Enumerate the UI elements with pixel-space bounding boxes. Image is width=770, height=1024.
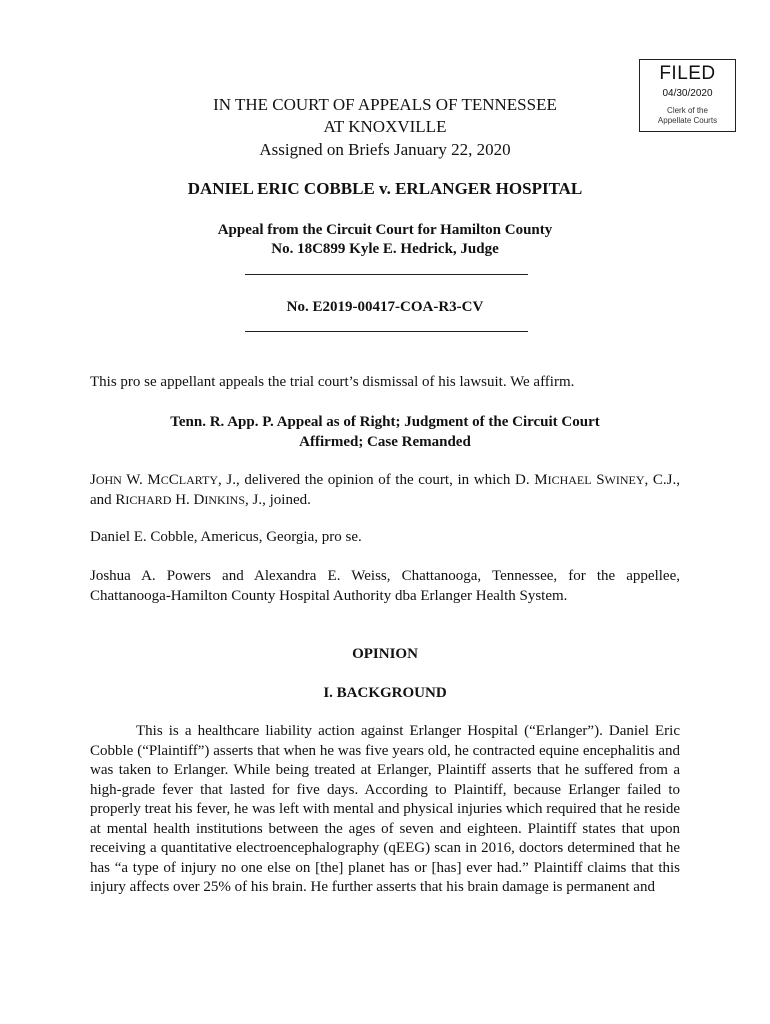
author-1-firstname-rest: OHN <box>95 473 122 487</box>
appellant-counsel: Daniel E. Cobble, Americus, Georgia, pro se. <box>90 529 362 545</box>
author-line <box>90 471 680 510</box>
author-2-surname-initial: S <box>596 472 605 488</box>
author-1-initial: J <box>90 472 96 488</box>
opinion-body: This is a healthcare liability action against Erlanger Hospital (“Erlanger”). Daniel Eric Cobble (“Plaintiff”) asserts that when he was five years old, he contracted equine encephalitis and was taken to Erlanger. While being treated at Erlanger, Plaintiff asserts that he suffered from a high-grade fever that lasted for five days. According to Plaintiff, because Erlanger failed to properly treat his fever, he was left with mental and physical injuries which required that he reside at mental health institutions between the ages of seven and eighteen. Plaintiff states that upon receiving a quantitative electroencephalography (qEEG) scan in 2016, doctors determined that he has “a type of injury no one else on [the] planet has or [has] ever had.” Plaintiff claims that this injury affects over 25% of his brain. He further asserts that his brain damage is permanent and <box>90 723 680 895</box>
clerk-line-2: Appellate Courts <box>657 116 718 125</box>
author-text-2: , C.J., and R <box>90 472 680 508</box>
case-number: No. E2019-00417-COA-R3-CV <box>286 299 484 315</box>
section-heading: I. BACKGROUND <box>323 685 447 701</box>
opinion-heading: OPINION <box>352 646 418 662</box>
assigned-date: Assigned on Briefs January 22, 2020 <box>259 140 511 159</box>
divider-1 <box>245 274 528 275</box>
author-3-surname-rest: INKINS <box>204 492 246 507</box>
author-text-3: H. D <box>171 491 205 508</box>
author-1-surname-rest: LARTY <box>178 473 219 487</box>
author-text-1: , J., delivered the opinion of the court, in which D. M <box>218 472 548 488</box>
filed-label: FILED <box>659 63 716 84</box>
author-3-firstname-rest: ICHARD <box>125 492 172 507</box>
author-2-surname-rest: WINEY <box>604 473 645 487</box>
court-name: IN THE COURT OF APPEALS OF TENNESSEE <box>213 95 557 114</box>
author-2-firstname-rest: ICHAEL <box>547 473 592 487</box>
appeal-from: Appeal from the Circuit Court for Hamilton County <box>217 222 553 238</box>
author-1-mc: C <box>160 473 169 487</box>
author-1-middle: W. M <box>121 472 161 488</box>
appellee-counsel: Joshua A. Powers and Alexandra E. Weiss, Chattanooga, Tennessee, for the appellee, Chattanooga-Hamilton County Hospital Authority dba Erlanger Health System. <box>90 568 680 604</box>
author-text-4: , J., joined. <box>245 491 311 508</box>
case-title: DANIEL ERIC COBBLE v. ERLANGER HOSPITAL <box>187 179 583 198</box>
summary: This pro se appellant appeals the trial court’s dismissal of his lawsuit. We affirm. <box>90 374 575 390</box>
court-location: AT KNOXVILLE <box>323 117 447 136</box>
disposition-line-1: Tenn. R. App. P. Appeal as of Right; Judgment of the Circuit Court <box>170 414 600 430</box>
disposition-line-2: Affirmed; Case Remanded <box>299 434 471 450</box>
trial-number-judge: No. 18C899 Kyle E. Hedrick, Judge <box>271 241 499 257</box>
filed-date: 04/30/2020 <box>662 88 713 99</box>
author-1-c: C <box>168 472 179 488</box>
divider-2 <box>245 331 528 332</box>
clerk-line-1: Clerk of the <box>667 106 708 115</box>
